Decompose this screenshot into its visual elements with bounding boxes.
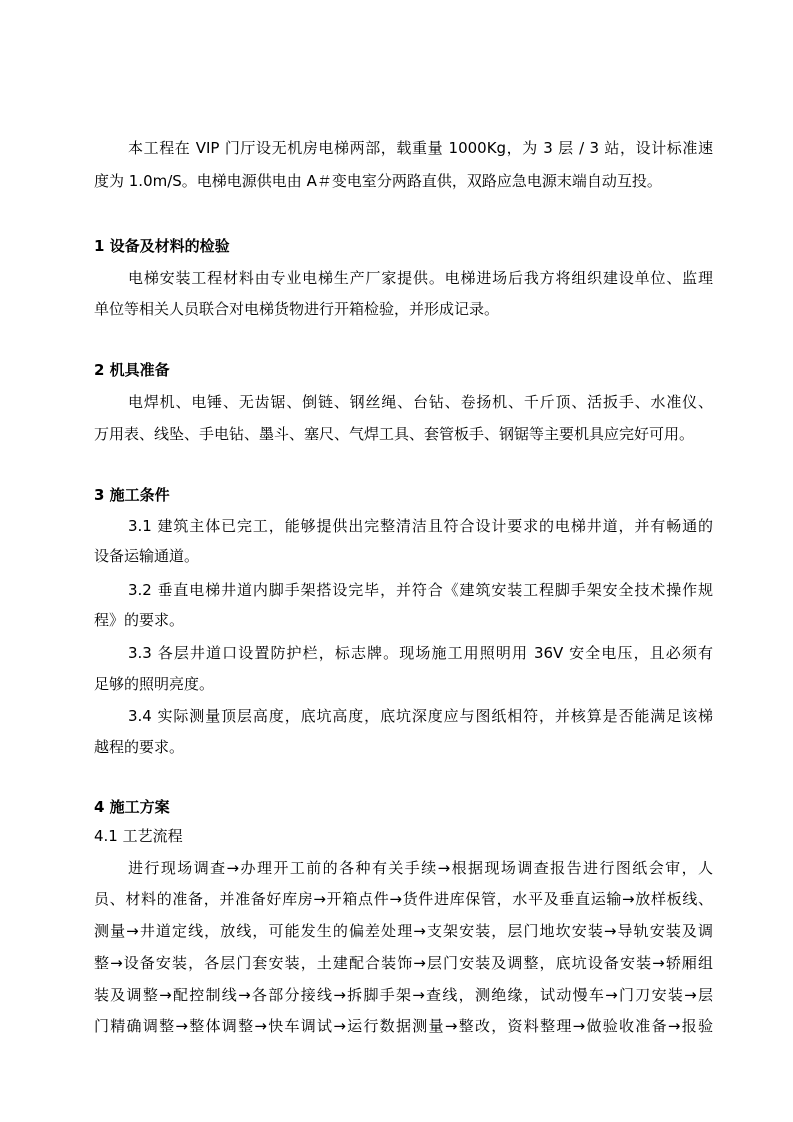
subsection-4-1-title: 4.1 工艺流程 (94, 827, 183, 845)
item-3-3-line-1: 3.3 各层井道口设置防护栏，标志牌。现场施工用照明用 36V 安全电压，且必须有 (128, 644, 713, 662)
flow-line-6: 门精确调整→整体调整→快车调试→运行数据测量→整改，资料整理→做验收准备→报验 (94, 1017, 713, 1035)
flow-line-5: 装及调整→配控制线→各部分接线→拆脚手架→查线，测绝缘，试动慢车→门刀安装→层 (94, 986, 713, 1004)
section-1-line-1: 电梯安装工程材料由专业电梯生产厂家提供。电梯进场后我方将组织建设单位、监理 (128, 269, 713, 287)
item-3-3-line-2: 足够的照明亮度。 (94, 675, 215, 693)
item-3-2-line-1: 3.2 垂直电梯井道内脚手架搭设完毕，并符合《建筑安装工程脚手架安全技术操作规 (128, 581, 713, 599)
flow-line-1: 进行现场调查→办理开工前的各种有关手续→根据现场调查报告进行图纸会审，人 (128, 859, 713, 877)
item-3-1-line-1: 3.1 建筑主体已完工，能够提供出完整清洁且符合设计要求的电梯井道，并有畅通的 (128, 517, 713, 535)
section-2-line-1: 电焊机、电锤、无齿锯、倒链、钢丝绳、台钻、卷扬机、千斤顶、活扳手、水准仪、 (128, 393, 713, 411)
item-3-4-line-2: 越程的要求。 (94, 738, 185, 756)
section-2-title: 2 机具准备 (94, 361, 170, 379)
section-1-title: 1 设备及材料的检验 (94, 237, 230, 255)
item-3-4-line-1: 3.4 实际测量顶层高度，底坑高度，底坑深度应与图纸相符，并核算是否能满足该梯 (128, 707, 713, 725)
flow-line-2: 员、材料的准备，并准备好库房→开箱点件→货件进库保管，水平及垂直运输→放样板线、 (94, 890, 713, 908)
section-4-title: 4 施工方案 (94, 798, 170, 816)
intro-line-2: 度为 1.0m/S。电梯电源供电由 A＃变电室分两路直供，双路应急电源末端自动互投。 (94, 172, 662, 190)
section-3-title: 3 施工条件 (94, 486, 170, 504)
item-3-1-line-2: 设备运输通道。 (94, 547, 200, 565)
section-1-line-2: 单位等相关人员联合对电梯货物进行开箱检验，并形成记录。 (94, 300, 500, 318)
item-3-2-line-2: 程》的要求。 (94, 611, 185, 629)
intro-line-1: 本工程在 VIP 门厅设无机房电梯两部，载重量 1000Kg，为 3 层 / 3 站，设计标准速 (128, 139, 713, 157)
section-2-line-2: 万用表、线坠、手电钻、墨斗、塞尺、气焊工具、套管板手、钢锯等主要机具应完好可用。 (94, 425, 695, 443)
flow-line-3: 测量→井道定线，放线，可能发生的偏差处理→支架安装，层门地坎安装→导轨安装及调 (94, 922, 713, 940)
flow-line-4: 整→设备安装，各层门套安装，土建配合装饰→层门安装及调整，底坑设备安装→轿厢组 (94, 954, 713, 972)
